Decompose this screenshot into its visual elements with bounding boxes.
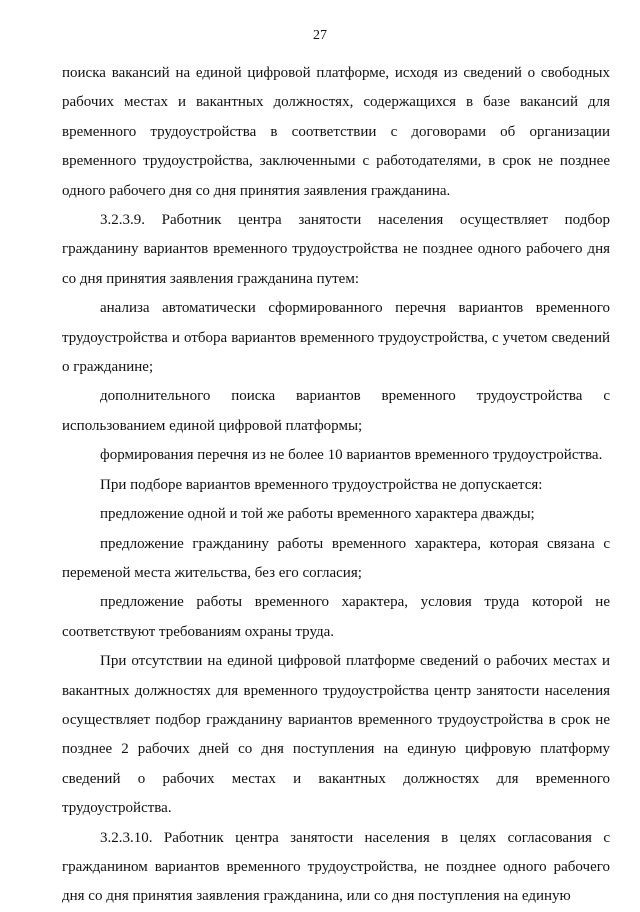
paragraph-not-allowed-intro: При подборе вариантов временного трудоустройства не допускается: <box>100 476 543 493</box>
paragraph-absence-of-information: При отсутствии на единой цифровой платформе сведений о рабочих местах и вакантных должностях для временного трудоустройства центр занятости населения осуществляет подбор гражданину вариантов временного трудоустройства в срок не позднее 2 рабочих дней со дня поступления на единую цифровую платформу сведений о рабочих местах и вакантных должностях для временного трудоустройства. <box>62 653 610 817</box>
page-number: 27 <box>313 28 327 43</box>
paragraph-change-of-residence: предложение гражданину работы временного характера, которая связана с переменой места жительства, без его согласия; <box>62 535 610 581</box>
document-body <box>62 59 610 912</box>
paragraph-same-work-twice: предложение одной и той же работы временного характера дважды; <box>100 506 535 523</box>
paragraph-additional-search: дополнительного поиска вариантов временного трудоустройства с использованием единой цифровой платформы; <box>62 388 610 434</box>
paragraph-labor-safety: предложение работы временного характера, условия труда которой не соответствуют требованиям охраны труда. <box>62 594 610 640</box>
paragraph-3-2-3-9: 3.2.3.9. Работник центра занятости населения осуществляет подбор гражданину вариантов временного трудоустройства не позднее одного рабочего дня со дня принятия заявления гражданина путем: <box>62 212 610 287</box>
paragraph-forming-list: формирования перечня из не более 10 вариантов временного трудоустройства. <box>100 447 603 464</box>
paragraph-analysis-of-list: анализа автоматически сформированного перечня вариантов временного трудоустройства и отбора вариантов временного трудоустройства, с учетом сведений о гражданине; <box>62 300 610 376</box>
paragraph-3-2-3-10: 3.2.3.10. Работник центра занятости населения в целях согласования с гражданином вариантов временного трудоустройства, не позднее одного рабочего дня со дня принятия заявления гражданина, или со дня поступления на единую <box>62 829 610 905</box>
paragraph-vacancy-search-continuation: поиска вакансий на единой цифровой платформе, исходя из сведений о свободных рабочих местах и вакантных должностях, содержащихся в базе вакансий для временного трудоустройства в соответствии с договорами об организации временного трудоустройства, заключенными с работодателями, в срок не позднее одного рабочего дня со дня принятия заявления гражданина. <box>62 65 610 199</box>
